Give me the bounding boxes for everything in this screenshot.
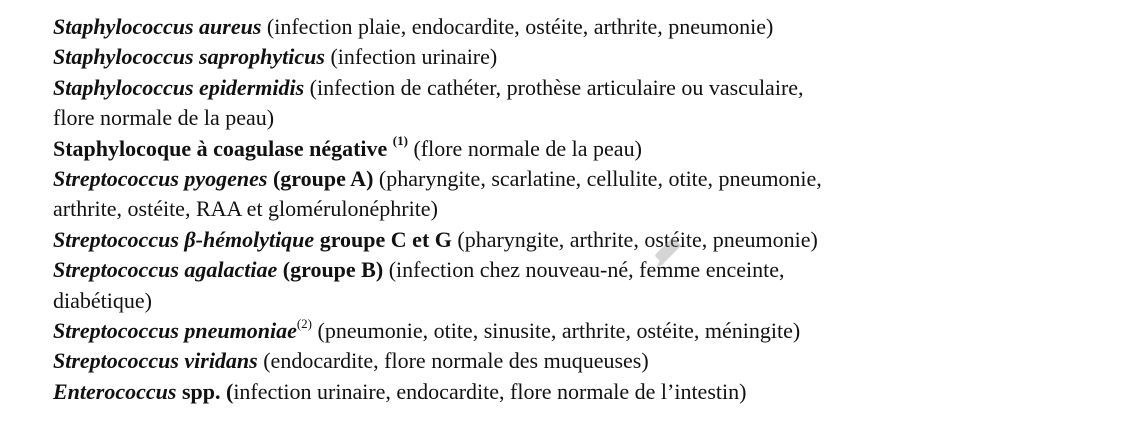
organism-description: (infection chez nouveau-né, femme enceinte, — [383, 257, 785, 283]
organism-group: spp. ( — [176, 378, 234, 404]
organism-group: groupe C et G — [314, 226, 452, 252]
organism-description: (infection plaie, endocardite, ostéite, arthrite, pneumonie) — [261, 14, 774, 39]
list-item — [53, 346, 1113, 376]
organism-group: (groupe A) — [267, 166, 374, 192]
list-item — [53, 134, 1113, 164]
organism-description-continued: diabétique) — [53, 287, 152, 313]
organism-name: Streptococcus agalactiae — [53, 257, 278, 283]
list-item — [53, 225, 1113, 255]
organism-description-continued: flore normale de la peau) — [53, 105, 275, 131]
document-body — [53, 12, 1113, 407]
footnote-marker: (1) — [392, 133, 408, 149]
organism-name: Staphylococcus aureus — [53, 14, 262, 39]
organism-name: Streptococcus pneumoniae — [53, 318, 297, 344]
organism-name: Staphylococcus saprophyticus — [53, 44, 325, 70]
organism-name: Staphylococcus epidermidis — [53, 74, 305, 100]
organism-name: Staphylocoque à coagulase négative — [53, 135, 388, 161]
footnote-marker: (2) — [296, 315, 313, 331]
list-item — [53, 255, 1113, 316]
organism-name: Streptococcus viridans — [53, 348, 258, 374]
list-item — [53, 12, 1113, 42]
list-item — [53, 164, 1113, 225]
organism-group: (groupe B) — [277, 257, 384, 283]
list-item — [53, 377, 1113, 407]
organism-description: (infection de cathéter, prothèse articulaire ou vasculaire, — [304, 74, 804, 100]
organism-description-continued: arthrite, ostéite, RAA et glomérulonéphrite) — [53, 196, 438, 222]
organism-name: Enterococcus — [53, 378, 177, 404]
organism-description: infection urinaire, endocardite, flore normale de l’intestin) — [233, 378, 747, 404]
organism-description: (pharyngite, scarlatine, cellulite, otite, pneumonie, — [373, 166, 822, 192]
list-item — [53, 73, 1113, 134]
organism-description: (flore normale de la peau) — [407, 135, 642, 161]
organism-description: (endocardite, flore normale des muqueuses) — [257, 348, 649, 374]
organism-description: (pharyngite, arthrite, ostéite, pneumonie) — [451, 226, 818, 252]
organism-description: (pneumonie, otite, sinusite, arthrite, ostéite, méningite) — [312, 318, 801, 344]
list-item — [53, 42, 1113, 72]
organism-name: Streptococcus pyogenes — [53, 166, 268, 192]
organism-description: (infection urinaire) — [324, 44, 498, 70]
organism-name: Streptococcus β-hémolytique — [53, 226, 315, 252]
pencil-watermark-icon — [650, 234, 690, 274]
list-item — [53, 316, 1113, 346]
